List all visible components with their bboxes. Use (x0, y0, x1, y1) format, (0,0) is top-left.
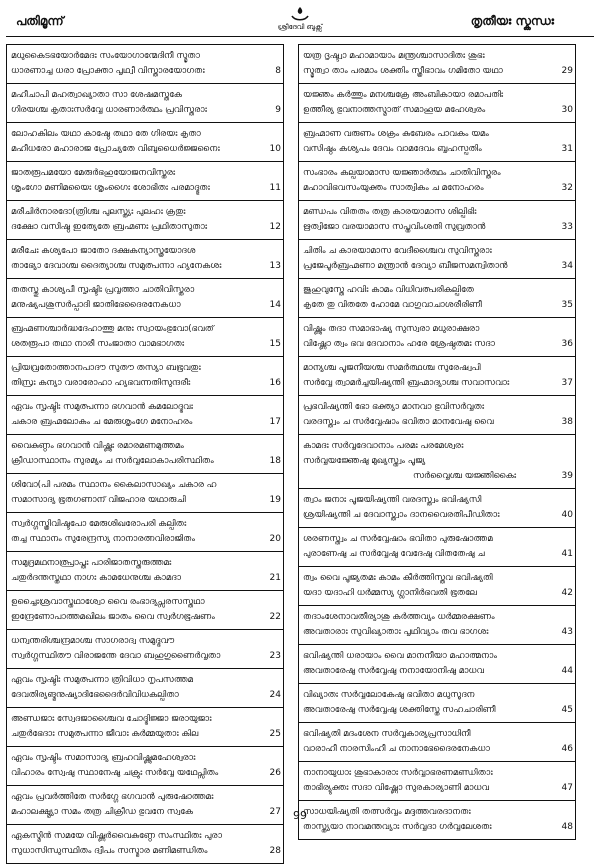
verse-block (299, 723, 575, 762)
verse-line: ശ്രയിഷ്യന്തി ച ദേവാസ്ത്വാം ദാനവൈരതിപീഡിതാഃ (303, 510, 500, 520)
verse-line: പ്രജേപൂർബ്രഹ്മണാ മന്ത്രാൻ ദേവ്യാ ബീജസമന്വിതാൻ (303, 261, 508, 271)
publisher-mark (244, 6, 356, 32)
verse-line: ദേവതിര്യങ്മനുഷ്യാദിഭേദൈർവിവിധകല്പിതാ (11, 690, 179, 700)
verse-number: 34 (561, 261, 573, 271)
verse-line: വാരാഹീ നാരസിംഹീ ച നാനാഭേദൈരനേകധാ (303, 744, 490, 754)
verse-line: ദക്ഷോ വസിഷ്ഠ ഇത്യേതേ ബ്രഹ്മണഃ പ്രഥിതാസുതാഃ (11, 222, 208, 232)
verse-line: തതസ്തു കാശ്യപീ സൃഷ്ടിഃ പ്രവൃത്താ ചാതിവിസ്തരാ (11, 285, 195, 295)
verse-line: ചതുർഭേദാഃ സമുത്പന്നാ ജീവാഃ കർമ്മയുതാഃ കില (11, 729, 199, 739)
verse-number: 39 (561, 471, 573, 481)
verse-block (299, 279, 575, 318)
verse-number: 47 (561, 783, 573, 793)
verse-number: 32 (561, 183, 573, 193)
verse-line: ഏകസ്മിൻ സമയേ വിഷ്ണർവൈകുണ്ഠേ സംസ്ഥിതഃ പുരാ (11, 831, 222, 841)
verse-line: വിഹാരം സ്വേഷു സ്ഥാനേഷു ചക്രുഃ സർവ്വേ യഥേപ്സിതം (11, 768, 219, 778)
verse-number: 33 (561, 222, 573, 232)
verse-number: 8 (275, 66, 281, 76)
verse-line: ഏവം പ്രവർത്തിതേ സർഗ്ഗേ ഭഗവാൻ പുരുഷോത്തമഃ (11, 792, 214, 802)
verse-line: ബ്രഹ്മാണ വരുണം ശക്രം കുബേരം പാവകം യമം (303, 129, 489, 139)
verse-number: 20 (269, 534, 281, 544)
verse-line: മഹാവിഭവസംയുക്തം സാത്വികം ച മനോഹരം (303, 183, 484, 193)
verse-line: അവതാരേഷു സർവ്വേഷു ശക്തിസ്തേ സഹചാരിണീ (303, 705, 496, 715)
verse-number: 45 (561, 705, 573, 715)
verse-line: പ്രിയവ്രതോത്താനപാദൗ സുതൗ തസ്യാ ബഭൂവതുഃ (11, 363, 201, 373)
verse-number: 19 (269, 495, 281, 505)
verse-block (299, 318, 575, 357)
verse-number: 42 (561, 588, 573, 598)
verse-block (7, 825, 283, 863)
verse-line: തദാംശേനാവതീര്യാശു കർത്തവ്യം ധർമ്മരക്ഷണം (303, 612, 495, 622)
verse-line: ജാതരൂപമയോ മേരുർഭഹുയോജനവിസ്തരഃ (11, 168, 176, 178)
verse-line: ഉച്ചൈഃശ്രവാസ്തഥാശ്വോ വൈ രംഭാദ്യപ്സരസസ്തഥാ (11, 597, 205, 607)
verse-line: മഹാലക്ഷ്മ്യാ സമം തത്ര ചിക്രീഡ ഭുവനേ സ്വകേ (11, 807, 193, 817)
verse-line: യജ്ഞം കർത്തും മനശ്ചക്രേ അംബികായാ രമാപതിഃ (303, 90, 504, 100)
verse-line: സംഭാരം കല്പയാമാസ യജ്ഞാർത്ഥം ചാതിവിസ്തരം (303, 168, 501, 178)
verse-line: അണ്ഡജാഃ സ്വേദജാശ്ചൈവ ചോദ്ഭിജ്ജാ ജരായുജാഃ (11, 714, 212, 724)
verse-line: തച്ച സ്ഥാനം സുരേന്ദ്രസ്യ നാനാരത്നവിരാജിതം (11, 534, 195, 544)
verse-line: കാമദഃ സർവ്വദേവാനാം പരമഃ പരമേശ്വരഃ (303, 441, 464, 451)
verse-line: താഭ്യോ ദേവാശ്ച ദൈത്യാശ്ച സമുത്പന്നാ ഹ്യനേകശഃ (11, 261, 222, 271)
verse-block (299, 684, 575, 723)
verse-number: 46 (561, 744, 573, 754)
verse-number: 22 (269, 612, 281, 622)
verse-line: സർവ്വൈശ്ച യജ്ഞികൈഃ (413, 471, 517, 481)
verse-block (7, 45, 283, 84)
verse-line: യത്ര ദൃഷ്ട്വാ മഹാമായാം മന്ത്രശ്ചാസാദിതഃ ശുഭഃ (303, 51, 485, 61)
verse-line: മാന്യശ്ച പൂജനീയശ്ച സമർത്ഥശ്ച സുരേഷ്വപി (303, 363, 481, 373)
verse-line: ക്രീഡാസ്ഥാനം സുരമ്യം ച സർവ്വലോകാപരിസ്ഥിതം (11, 456, 214, 466)
verse-line: താസ്ത്യയാ നാവമന്തവ്യാഃ സർവ്വദാ ഗർവ്വലേശതഃ (303, 822, 492, 832)
verse-number: 41 (561, 549, 573, 559)
verse-number: 16 (269, 378, 281, 388)
verse-line: ശൃംഗോ മണിമയൈഃ ശൃംഗൈഃ ശോഭിതഃ പരമാദ്ഭുതഃ (11, 183, 210, 193)
verse-line: സ്വർഗ്ഗസ്ഥിതൗ വിരാജന്തേ ദേവാ ബഹുഗുണൈർവൃതാ (11, 651, 221, 661)
verse-block (7, 474, 283, 513)
section-title: തൃതീയഃ സ്കന്ധഃ (470, 14, 554, 28)
verse-block (299, 435, 575, 489)
verse-line: ഭവിഷ്യതി മദംശേന സർവ്വകാര്യപ്രസാധിനീ (303, 729, 471, 739)
verse-number: 14 (269, 300, 281, 310)
verse-block (7, 747, 283, 786)
verse-block (299, 762, 575, 801)
lamp-logo-icon (289, 6, 311, 22)
page-number: 99 (293, 809, 307, 822)
verse-number: 18 (269, 456, 281, 466)
verse-number: 10 (269, 144, 281, 154)
verse-line: അവതാരാഃ സുവിഖ്യാതാഃ പൃഥിവ്യാം തവ ഭാഗശഃ (303, 627, 489, 637)
verse-number: 35 (561, 300, 573, 310)
verse-number: 17 (269, 417, 281, 427)
verse-block (299, 201, 575, 240)
verse-block (7, 357, 283, 396)
header-divider (6, 36, 594, 37)
verse-line: സുധാസിന്ധുസ്ഥിതം ദ്വീപം സസ്മാര മണിമണ്ഡിതം (11, 846, 208, 856)
verse-line: വിഷ്ണോ ത്വം ഭവ ദേവാനാം ഹരേ ശ്രേഷ്ഠതമഃ സദാ (303, 339, 495, 349)
verse-line: ചകാര ബ്രഹ്മലോകം ച മേരുശൃംഗേ മനോഹരം (11, 417, 193, 427)
verse-line: ഉത്തീര്യ ഭുവനാത്തസ്മാത് സമാഹൂയ മഹേശ്വരം (303, 105, 486, 115)
verse-line: ചതുർദന്തസ്തഥാ നാഗഃ കാമധേനുശ്ച കാമദാ (11, 573, 181, 583)
page-header (6, 6, 594, 36)
verse-number: 31 (561, 144, 573, 154)
verse-block (7, 123, 283, 162)
verse-line: ധാരണാച്ച ധരാ പ്രോക്താ പൃഥ്വീ വിസ്താരയോഗതഃ (11, 66, 205, 76)
verse-number: 9 (275, 105, 281, 115)
verse-number: 24 (269, 690, 281, 700)
verse-line: മധുകൈടഭയോർമേദഃ സംയോഗാന്മേദിനീ സ്മൃതാ (11, 51, 200, 61)
verse-line: ശിവോ(പി പരമം സ്ഥാനം കൈലാസാഖ്യം ചകാര ഹ (11, 480, 217, 490)
verse-number: 15 (269, 339, 281, 349)
verse-number: 44 (561, 666, 573, 676)
publisher-name: ശ്രീദേവി ബുക്സ് (277, 23, 323, 31)
verse-block (299, 162, 575, 201)
verse-line: ചിതിം ച കാരയാമാസ വേദീശ്ചൈവ സുവിസ്തരാഃ (303, 246, 492, 256)
verse-block (299, 489, 575, 528)
verse-block (7, 201, 283, 240)
verse-number: 48 (561, 822, 573, 832)
chapter-title: പതിമൂന്ന് (16, 14, 64, 28)
verse-block (7, 669, 283, 708)
verse-block (7, 162, 283, 201)
verse-line: ജുഹുവുസ്തേ ഹവിഃ കാമം വിധിവത്പരികല്പിതേ (303, 285, 474, 295)
verse-line: ധന്വന്തരിശ്ചന്ദ്രമാശ്ച സാഗരാദ്വ സമുദ്ഭവൗ (11, 636, 175, 646)
verse-block (299, 528, 575, 567)
verse-line: വിഖ്യാതഃ സർവ്വലോകേഷു ഭവിതാ മധുസൂദന (303, 690, 475, 700)
verse-number: 26 (269, 768, 281, 778)
verse-line: മഹീചാപി മഹത്വാഖ്യാതാ സാ ശേഷമസ്തകേ (11, 90, 182, 100)
verse-line: ബ്രഹ്മണശ്ചാർദ്ധദേഹാത്തു മനുഃ സ്വായംഭുവോ(ഭവത് (11, 324, 214, 334)
verse-line: വസിഷ്ഠം കശ്യപം ദേവം വാമദേവം ബൃഹസ്പതിം (303, 144, 482, 154)
verse-line: വിഷ്ണും തദാ സമാഭാഷ്യ സുസ്വരാ മധുരാക്ഷരാ (303, 324, 480, 334)
verse-number: 23 (269, 651, 281, 661)
verse-line: ശതരൂപാ തഥാ നാരീ സംജാതാ വാമഭാഗതഃ (11, 339, 185, 349)
verse-number: 27 (269, 807, 281, 817)
verse-line: ത്വാം ജനാഃ പൂജയിഷ്യന്തി വരദസ്ത്വം ഭവിഷ്യസി (303, 495, 482, 505)
verse-line: സ്മൃത്വാ താം പരമാം ശക്തിം സ്ത്രീഭാവം ഗമിതോ യഥാ (303, 66, 503, 76)
verse-number: 13 (269, 261, 281, 271)
verse-line: ഇന്ദ്രേണോപാത്തമഖിലം ജാതം വൈ സ്വർഗഭൂഷണം (11, 612, 215, 622)
verse-number: 21 (269, 573, 281, 583)
verse-block (7, 435, 283, 474)
verse-block (7, 396, 283, 435)
verse-line: ശരണസ്ത്വം ച സർവ്വേഷാം ഭവിതാ പുരുഷോത്തമ (303, 534, 493, 544)
verse-block (299, 45, 575, 84)
verse-line: സമുദ്രമഥനാത്പ്രാപ്തഃ പാരിജാതസ്തരുത്തമഃ (11, 558, 172, 568)
verse-line: സാധയിഷ്യതി തത്സർവ്വം മദ്ദത്തവരദാനതഃ (303, 807, 471, 817)
verse-block (7, 630, 283, 669)
verse-line: മണ്ഡപം വിതതം തത്ര കാരയാമാസ ശില്പിഭിഃ (303, 207, 477, 217)
verse-block (299, 606, 575, 645)
verse-block (299, 567, 575, 606)
verse-number: 30 (561, 105, 573, 115)
verse-line: സർവ്വയജ്ഞേഷു മുഖ്യസ്ത്വം പൂജ്യ (303, 456, 426, 466)
verse-block (7, 84, 283, 123)
verse-number: 12 (269, 222, 281, 232)
verse-line: സ്വർഗ്ഗസ്ത്രിവിഷ്ടപോ മേരുശിഖരോപരി കല്പിതഃ (11, 519, 187, 529)
verse-line: യദാ യദാഹി ധർമ്മസ്യ ഗ്ലാനിർഭവതി ഭൂതലേ (303, 588, 477, 598)
verse-number: 40 (561, 510, 573, 520)
verse-line: ത്വം വൈ പൂജ്യതമഃ കാമം കീർത്തിസ്തവ ഭവിഷ്യതി (303, 573, 493, 583)
verse-line: വരദസ്ത്വം ച സർവ്വേഷാം ഭവിതാ മാനവേഷു വൈ (303, 417, 494, 427)
verse-number: 29 (561, 66, 573, 76)
verse-block (7, 279, 283, 318)
verse-line: അവതാരേഷു സർവ്വേഷു നനായോനിഷു മാധവ (303, 666, 484, 676)
left-verse-column (6, 44, 284, 864)
verse-number: 28 (269, 846, 281, 856)
verse-block (299, 123, 575, 162)
verse-block (7, 708, 283, 747)
verse-number: 37 (561, 378, 573, 388)
verse-number: 36 (561, 339, 573, 349)
verse-number: 11 (269, 183, 281, 193)
verse-number: 43 (561, 627, 573, 637)
verse-block (299, 84, 575, 123)
verse-line: നാനായുധാഃ ശുഭാകാരാഃ സർവ്വാഭരണമണ്ഡിതാഃ (303, 768, 493, 778)
verse-block (7, 513, 283, 552)
verse-line: മഹീധരോ മഹാരാജ പ്രോച്യതേ വിബുധൈർജ്ജനൈഃ (11, 144, 220, 154)
verse-line: ഋത്വിജോ വരയാമാസ സപ്തവിംശതി സുവ്രതാൻ (303, 222, 486, 232)
verse-line: സമാസാദ്യ ഭൂതഗണാന് വിജഹാര യഥാരുചി (11, 495, 186, 505)
verse-line: ഗിരയശ്ച കൃതാഃസർവ്വേ ധാരണാർത്ഥം പ്രവിസ്തരാഃ (11, 105, 208, 115)
verse-line: താഭിര്യുക്തഃ സദാ വിഷ്ണോ സുരകാര്യാണി മാധവ (303, 783, 490, 793)
verse-line: ഏവം സൃഷ്ടിം സമാസാദ്യ ബ്രഹവിഷ്ണുമഹേശ്വരാഃ (11, 753, 196, 763)
verse-line: മരീചിർനാരദോ(ത്രിശ്ച പുലസ്ത്യഃ പുലഹഃ ക്രതുഃ (11, 207, 186, 217)
verse-line: പുരാണേഷു ച സർവ്വേഷു വേദേഷു വിതതേഷു ച (303, 549, 485, 559)
verse-line: ലോഹകിലം യഥാ കാഷ്ഠേ തഥാ തേ ഗിരയഃ കൃതാ (11, 129, 201, 139)
verse-block (299, 240, 575, 279)
verse-line: ഏവം സൃഷ്ടിഃ സമുത്പന്നാ ഭഗവാൻ കമലോദ്ഭവഃ (11, 402, 193, 412)
verse-line: ഏവം സൃഷ്ടിഃ സമുത്പന്നാ ത്രിവിധാ നൃപസത്തമ (11, 675, 194, 685)
verse-line: മനുഷ്യപശുസർപ്പാദി ജാതിഭേദൈരനേകധാ (11, 300, 181, 310)
verse-line: കൃതേ തു വിതതേ ഹോമേ വാഗുവാചാശരീരിണീ (303, 300, 482, 310)
verse-block (7, 591, 283, 630)
verse-block (7, 240, 283, 279)
verse-line: പ്രഭവിഷ്യന്തി ഭോ ഭക്ത്യാ മാനവാ ഭുവിസർവ്വതഃ (303, 402, 485, 412)
verse-block (299, 357, 575, 396)
verse-number: 38 (561, 417, 573, 427)
verse-line: സർവ്വേ ത്വാമർച്ചയിഷ്യന്തി ബ്രഹ്മാദ്യാശ്ച സവാസവാഃ (303, 378, 510, 388)
verse-line: വൈകുണ്ഠം ഭഗവാൻ വിഷ്ണുഃ രമാരമണമുത്തമം (11, 441, 184, 451)
verse-line: മരീചേഃ കശ്യപോ ജാതോ ദക്ഷകന്യാസ്ത്രയോദശ (11, 246, 196, 256)
verse-line: ഭവിഷ്യന്തി ധരായാം വൈ മാനനീയാ മഹാത്മനാം (303, 651, 497, 661)
verse-number: 25 (269, 729, 281, 739)
verse-block (299, 396, 575, 435)
verse-block (7, 318, 283, 357)
verse-line: തിസ്രഃ കന്യാ വരാരോഹാ ഹ്യഭവന്നതിസുന്ദരീഃ (11, 378, 191, 388)
verse-block (7, 552, 283, 591)
verse-block (299, 645, 575, 684)
right-verse-column (298, 44, 576, 840)
